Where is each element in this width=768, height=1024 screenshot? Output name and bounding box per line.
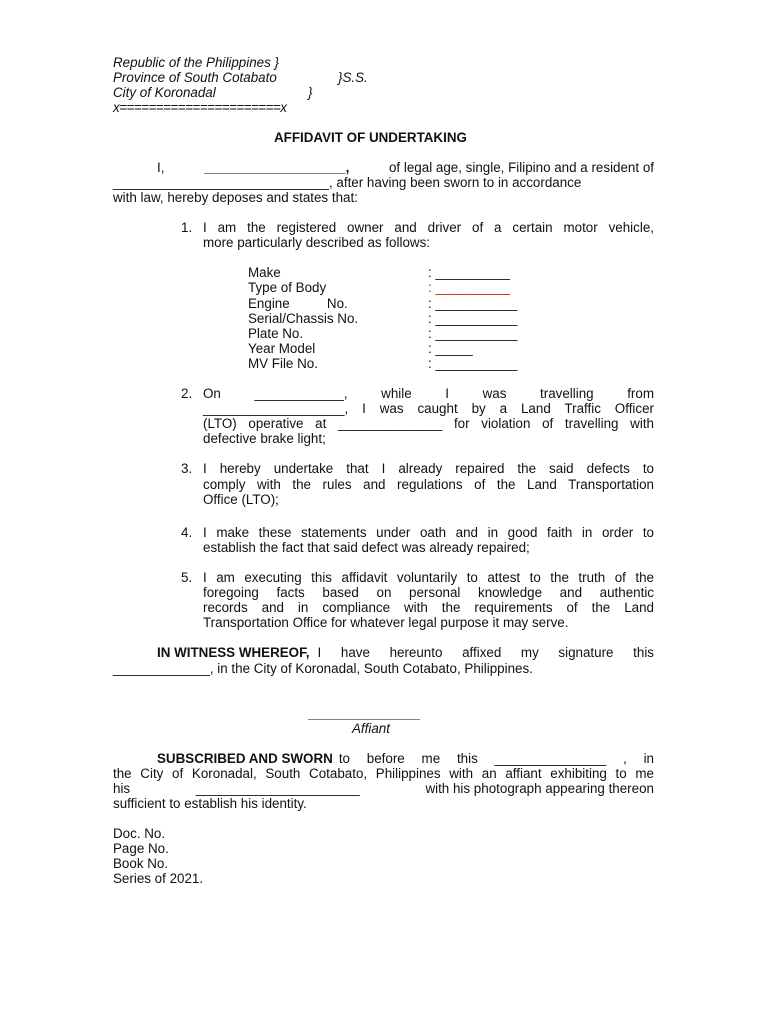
item2-line-2: ___________________, I was caught by a Land Traffic Officer: [203, 401, 654, 416]
sworn-text-3: with his photograph appearing thereon: [425, 781, 654, 796]
witness-text-1: I have hereunto affixed my signature this: [317, 645, 654, 660]
notary-doc-no: Doc. No.: [113, 826, 166, 841]
item5-line-2: foregoing facts based on personal knowledge and authentic: [203, 585, 654, 600]
item4-number: 4.: [181, 525, 193, 540]
vehicle-serial-label: Serial/Chassis No.: [248, 311, 359, 326]
header-province: Province of South Cotabato: [113, 70, 277, 85]
item2-date-blank: ____________,: [254, 386, 348, 401]
header-rule: x======================x: [113, 100, 287, 115]
item2-line-3: (LTO) operative at ______________ for violation of travelling with: [203, 416, 654, 431]
vehicle-plate-value: : ___________: [428, 326, 518, 341]
name-blank: ___________________,: [204, 160, 350, 175]
vehicle-year-value: : _____: [428, 341, 473, 356]
item2-word-while: while: [381, 386, 412, 401]
intro-text-1: of legal age, single, Filipino and a resident of: [388, 160, 654, 175]
header-republic: Republic of the Philippines }: [113, 55, 280, 70]
item5-line-1: I am executing this affidavit voluntarily to attest to the truth of the: [203, 570, 654, 585]
vehicle-mvfile-value: : ___________: [428, 356, 518, 371]
item2-line-1: [203, 386, 654, 401]
item3-line-1: I hereby undertake that I already repaired the said defects to: [203, 461, 654, 476]
vehicle-engine-label: Engine No.: [248, 296, 348, 311]
vehicle-make-label: Make: [248, 265, 281, 280]
header-city: City of Koronadal: [113, 85, 216, 100]
item3-line-2: comply with the rules and regulations of the Land Transportation: [203, 477, 654, 492]
item2-word-on: On: [203, 386, 221, 401]
notary-book-no: Book No.: [113, 856, 169, 871]
sworn-line-1: [157, 751, 654, 766]
item2-word-travelling: travelling: [540, 386, 594, 401]
sworn-line-3: [113, 781, 654, 796]
item2-word-from: from: [627, 386, 654, 401]
sworn-heading: SUBSCRIBED AND SWORN: [157, 751, 333, 766]
sworn-text-1: to before me this _______________ , in: [338, 751, 654, 766]
vehicle-plate-label: Plate No.: [248, 326, 304, 341]
vehicle-body-label: Type of Body: [248, 280, 327, 295]
item5-number: 5.: [181, 570, 193, 585]
item4-line-1: I make these statements under oath and in good faith in order to: [203, 525, 654, 540]
sworn-line-4: sufficient to establish his identity.: [113, 796, 307, 811]
header-ss: }S.S.: [338, 70, 368, 85]
header-city-brace: }: [308, 85, 313, 100]
item2-word-i: I: [445, 386, 449, 401]
item1-number: 1.: [181, 220, 193, 235]
item2-word-was: was: [482, 386, 507, 401]
item1-line-2: more particularly described as follows:: [203, 235, 430, 250]
intro-line-1: [157, 160, 654, 175]
item3-line-3: Office (LTO);: [203, 492, 279, 507]
vehicle-serial-value: : ___________: [428, 311, 518, 326]
sworn-id-blank: ______________________: [195, 781, 360, 796]
affiant-signature-line: _______________: [308, 706, 420, 721]
vehicle-body-value: : __________: [428, 280, 510, 295]
sworn-line-2: the City of Koronadal, South Cotabato, Philippines with an affiant exhibiting to me: [113, 766, 654, 781]
intro-line-2: _____________________________, after having been sworn to in accordance: [113, 175, 582, 190]
vehicle-make-value: : __________: [428, 265, 510, 280]
document-title: AFFIDAVIT OF UNDERTAKING: [274, 130, 467, 145]
item5-line-3: records and in compliance with the requirements of the Land: [203, 600, 654, 615]
item3-number: 3.: [181, 461, 193, 476]
item2-line-4: defective brake light;: [203, 431, 326, 446]
sworn-his: his: [113, 781, 131, 796]
intro-line-3: with law, hereby deposes and states that:: [113, 190, 358, 205]
item2-number: 2.: [181, 386, 193, 401]
witness-line-1: [157, 645, 654, 660]
vehicle-mvfile-label: MV File No.: [248, 356, 318, 371]
notary-series: Series of 2021.: [113, 871, 204, 886]
witness-line-2: _____________, in the City of Koronadal, South Cotabato, Philippines.: [113, 661, 533, 676]
vehicle-year-label: Year Model: [248, 341, 316, 356]
item4-line-2: establish the fact that said defect was already repaired;: [203, 540, 530, 555]
witness-heading: IN WITNESS WHEREOF,: [157, 645, 310, 660]
item1-line-1: I am the registered owner and driver of a certain motor vehicle,: [203, 220, 654, 235]
intro-i: I,: [157, 160, 165, 175]
affiant-label: Affiant: [352, 721, 390, 736]
notary-page-no: Page No.: [113, 841, 169, 856]
item5-line-4: Transportation Office for whatever legal purpose it may serve.: [203, 615, 569, 630]
vehicle-engine-value: : ___________: [428, 296, 518, 311]
